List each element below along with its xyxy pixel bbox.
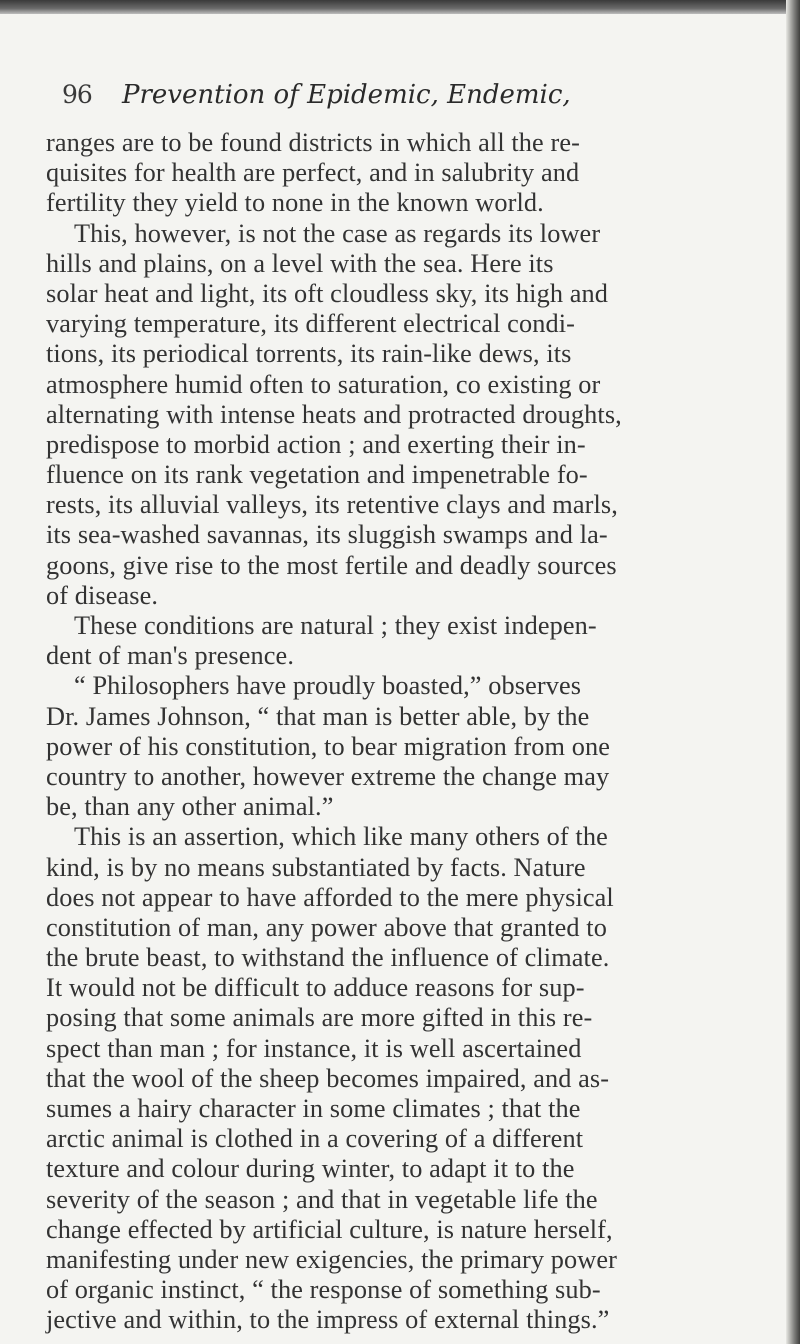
text-line: arctic animal is clothed in a covering of a different: [46, 1124, 584, 1154]
text-line: be, than any other animal.”: [46, 792, 334, 822]
text-line: severity of the season ; and that in vegetable life the: [46, 1184, 598, 1214]
text-line: quisites for health are perfect, and in salubrity and: [46, 158, 580, 188]
text-line: kind, is by no means substantiated by facts. Nature: [46, 852, 586, 882]
paragraph-start-line: This is an assertion, which like many others of the: [74, 822, 608, 852]
text-line: does not appear to have afforded to the mere physical: [46, 882, 614, 912]
text-line: country to another, however extreme the change may: [46, 761, 610, 791]
text-line: jective and within, to the impress of external things.”: [46, 1305, 610, 1335]
text-line: Dr. James Johnson, “ that man is better able, by the: [46, 701, 590, 731]
text-line: fluence on its rank vegetation and impenetrable fo-: [46, 460, 588, 490]
text-line: that the wool of the sheep becomes impaired, and as-: [46, 1063, 610, 1093]
text-line: of disease.: [46, 580, 159, 610]
paragraph-start-line: “ Philosophers have proudly boasted,” observes: [74, 671, 582, 701]
text-line: dent of man's presence.: [46, 641, 294, 671]
text-line: varying temperature, its different electrical condi-: [46, 309, 575, 339]
running-title: Prevention of Epidemic, Endemic,: [122, 80, 571, 110]
paragraph-start-line: This, however, is not the case as regards its lower: [74, 218, 601, 248]
text-line: solar heat and light, its oft cloudless sky, its high and: [46, 278, 609, 308]
text-line: texture and colour during winter, to adapt it to the: [46, 1154, 575, 1184]
text-line: atmosphere humid often to saturation, co existing or: [46, 369, 601, 399]
text-line: alternating with intense heats and protracted droughts,: [46, 399, 622, 429]
text-line: spect than man ; for instance, it is well ascertained: [46, 1033, 582, 1063]
text-line: of organic instinct, “ the response of something sub-: [46, 1275, 601, 1305]
text-line: It would not be difficult to adduce reasons for sup-: [46, 973, 585, 1003]
body-text: [46, 128, 786, 1336]
scan-right-edge: [786, 0, 800, 1344]
text-line: constitution of man, any power above that granted to: [46, 912, 607, 942]
text-line: rests, its alluvial valleys, its retentive clays and marls,: [46, 490, 618, 520]
text-line: manifesting under new exigencies, the primary power: [46, 1244, 618, 1274]
page-number: 96: [62, 80, 92, 109]
text-line: predispose to morbid action ; and exerting their in-: [46, 429, 586, 459]
text-line: ranges are to be found districts in which all the re-: [46, 128, 580, 157]
text-line: sumes a hairy character in some climates ; that the: [46, 1094, 581, 1123]
text-line: goons, give rise to the most fertile and deadly sources: [46, 550, 617, 580]
text-line: the brute beast, to withstand the influence of climate.: [46, 943, 610, 973]
text-line: power of his constitution, to bear migration from one: [46, 731, 610, 761]
text-line: tions, its periodical torrents, its rain-like dews, its: [46, 339, 572, 369]
text-line: change effected by artificial culture, is nature herself,: [46, 1214, 613, 1244]
paragraph-start-line: These conditions are natural ; they exist indepen-: [74, 611, 597, 640]
text-line: its sea-washed savannas, its sluggish swamps and la-: [46, 520, 608, 550]
text-line: posing that some animals are more gifted in this re-: [46, 1003, 593, 1033]
text-line: hills and plains, on a level with the sea. Here its: [46, 248, 554, 278]
text-line: fertility they yield to none in the known world.: [46, 188, 544, 218]
